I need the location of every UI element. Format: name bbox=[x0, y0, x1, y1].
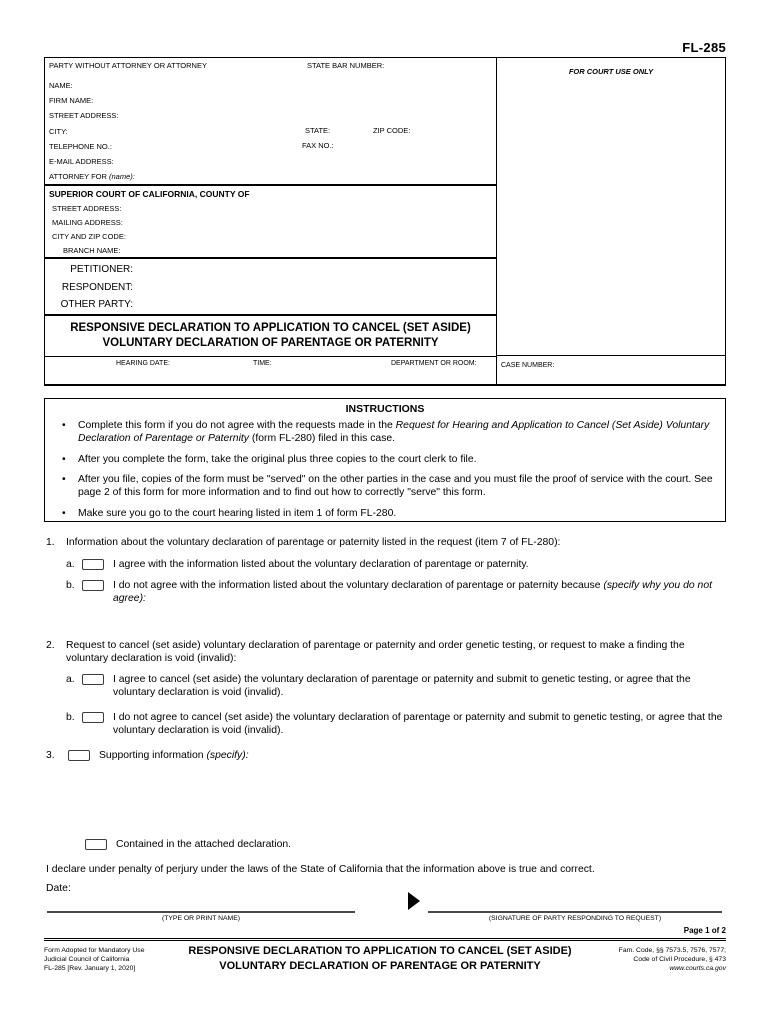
petitioner-row bbox=[45, 264, 496, 282]
bullet-icon: • bbox=[62, 507, 66, 519]
court-mailing-field[interactable] bbox=[125, 217, 155, 225]
respondent-row bbox=[45, 282, 496, 300]
attorney-for-name-label: (name): bbox=[109, 172, 135, 182]
time-label: TIME: bbox=[253, 360, 272, 367]
item-2-text: Request to cancel (set aside) voluntary declaration of parentage or paternity and order genetic testing, or request to make a finding the voluntary declaration is void (invalid): bbox=[66, 640, 685, 664]
instruction-bullet-4-text: Make sure you go to the court hearing listed in item 1 of form FL-280. bbox=[78, 507, 397, 519]
hearing-date-label: HEARING DATE: bbox=[116, 360, 170, 367]
checkbox-item-1b[interactable] bbox=[82, 580, 104, 591]
item-2b bbox=[66, 711, 726, 737]
form-title bbox=[45, 316, 496, 357]
court-branch-field[interactable] bbox=[123, 245, 153, 253]
signature-line[interactable] bbox=[428, 911, 722, 913]
court-city-zip-label: CITY AND ZIP CODE: bbox=[52, 232, 126, 241]
item-2b-text: I do not agree to cancel (set aside) the voluntary declaration of parentage or paternity and submit to genetic testing, or agree that the voluntary declaration is void (invalid). bbox=[113, 712, 723, 736]
footer-form-title bbox=[166, 944, 594, 974]
instruction-bullet-1 bbox=[57, 419, 713, 445]
court-city-zip-row bbox=[49, 231, 496, 245]
telephone-label: TELEPHONE NO.: bbox=[49, 141, 112, 151]
parties-section bbox=[45, 259, 496, 316]
court-street-label: STREET ADDRESS: bbox=[52, 204, 122, 213]
item-1-text: Information about the voluntary declaration of parentage or paternity listed in the request (item 7 of FL-280): bbox=[66, 537, 561, 548]
form-title-line2: VOLUNTARY DECLARATION OF PARENTAGE OR PATERNITY bbox=[102, 337, 439, 349]
item-1b-specify-area[interactable] bbox=[44, 605, 726, 639]
superior-court-label: SUPERIOR COURT OF CALIFORNIA, COUNTY OF bbox=[49, 189, 250, 199]
item-1b bbox=[66, 579, 726, 605]
footer bbox=[44, 944, 726, 974]
street-address-label: STREET ADDRESS: bbox=[49, 111, 119, 121]
item-1b-italic: (specify why you do not agree): bbox=[113, 580, 712, 604]
item-1a bbox=[66, 558, 726, 571]
item-3 bbox=[44, 749, 726, 762]
contained-declaration-row bbox=[83, 838, 726, 851]
court-street-row bbox=[49, 203, 496, 217]
fax-label: FAX NO.: bbox=[302, 140, 334, 150]
email-field[interactable] bbox=[116, 156, 146, 164]
checkbox-item-3[interactable] bbox=[68, 750, 90, 761]
perjury-statement: I declare under penalty of perjury under the laws of the State of California that the information above is true and correct. bbox=[46, 864, 595, 875]
bullet-1-pre: Complete this form if you do not agree with the requests made in the bbox=[78, 420, 396, 431]
superior-court-title bbox=[49, 189, 496, 199]
respondent-field[interactable] bbox=[133, 282, 163, 300]
city-row bbox=[49, 126, 496, 141]
type-print-name-label: (TYPE OR PRINT NAME) bbox=[161, 915, 241, 922]
respondent-label: RESPONDENT: bbox=[61, 281, 133, 293]
item-2a bbox=[66, 673, 726, 699]
date-row bbox=[46, 882, 726, 895]
zip-code-label: ZIP CODE: bbox=[373, 125, 411, 135]
footer-code-line1: Fam. Code, §§ 7573.5, 7576, 7577; bbox=[618, 947, 726, 954]
instruction-bullet-2 bbox=[57, 453, 713, 466]
item-3-number: 3. bbox=[46, 750, 55, 761]
firm-name-row bbox=[49, 95, 496, 110]
county-field[interactable] bbox=[252, 189, 282, 197]
court-street-field[interactable] bbox=[124, 203, 154, 211]
court-branch-label: BRANCH NAME: bbox=[63, 246, 121, 255]
court-city-zip-field[interactable] bbox=[128, 231, 158, 239]
instructions-title: INSTRUCTIONS bbox=[345, 403, 425, 415]
state-bar-label: STATE BAR NUMBER: bbox=[307, 61, 385, 70]
signature-arrow-icon bbox=[408, 892, 420, 910]
bullet-icon: • bbox=[62, 453, 66, 465]
item-3-pre: Supporting information bbox=[99, 750, 207, 761]
footer-title-line1: RESPONSIVE DECLARATION TO APPLICATION TO CANCEL (SET ASIDE) bbox=[188, 945, 572, 957]
name-label: NAME: bbox=[49, 81, 73, 90]
other-party-field[interactable] bbox=[133, 299, 163, 317]
footer-divider bbox=[44, 938, 726, 941]
header-right-column bbox=[497, 58, 725, 384]
bullet-1-post: (form FL-280) filed in this case. bbox=[248, 433, 396, 444]
footer-adopted-block bbox=[44, 944, 166, 974]
instruction-bullet-4 bbox=[57, 507, 713, 520]
header-left-column bbox=[45, 58, 497, 384]
date-label: Date: bbox=[46, 883, 71, 894]
item-1-number: 1. bbox=[46, 537, 55, 548]
petitioner-label: PETITIONER: bbox=[70, 264, 133, 275]
item-3-specify-area[interactable] bbox=[44, 762, 726, 838]
party-attorney-label: PARTY WITHOUT ATTORNEY OR ATTORNEY bbox=[49, 61, 207, 70]
department-label: DEPARTMENT OR ROOM: bbox=[391, 360, 477, 367]
item-1b-pre: I do not agree with the information listed about the voluntary declaration of parentage or paternity because bbox=[113, 580, 604, 591]
contained-declaration-text: Contained in the attached declaration. bbox=[116, 839, 292, 850]
street-address-field[interactable] bbox=[121, 110, 151, 118]
attorney-header-row bbox=[49, 61, 496, 80]
item-2-number: 2. bbox=[46, 640, 55, 651]
case-number-field[interactable] bbox=[556, 359, 586, 367]
bullet-icon: • bbox=[62, 420, 66, 431]
item-2b-letter: b. bbox=[66, 712, 75, 723]
instruction-bullet-3 bbox=[57, 473, 713, 499]
case-number-box bbox=[497, 355, 725, 384]
court-section bbox=[45, 186, 496, 259]
footer-website-link[interactable]: www.courts.ca.gov bbox=[669, 965, 726, 973]
form-items bbox=[44, 536, 726, 895]
checkbox-item-1a[interactable] bbox=[82, 559, 104, 570]
name-row bbox=[49, 80, 496, 95]
item-3-text bbox=[99, 749, 726, 762]
city-field[interactable] bbox=[70, 126, 100, 134]
bullet-icon: • bbox=[62, 474, 66, 485]
item-3-italic: (specify): bbox=[206, 750, 249, 761]
item-1a-letter: a. bbox=[66, 559, 75, 570]
item-1a-text: I agree with the information listed about the voluntary declaration of parentage or paternity. bbox=[113, 559, 529, 570]
attorney-for-field[interactable] bbox=[137, 171, 167, 179]
city-label: CITY: bbox=[49, 126, 68, 136]
court-mailing-row bbox=[49, 217, 496, 231]
date-field[interactable] bbox=[74, 883, 104, 891]
checkbox-item-2a[interactable] bbox=[82, 674, 104, 685]
petitioner-field[interactable] bbox=[133, 264, 163, 282]
attorney-for-row bbox=[49, 171, 496, 186]
bullet-1-italic: Request for Hearing and Application to Cancel (Set Aside) Voluntary Declaration of Parentage or Paternity bbox=[78, 420, 710, 444]
checkbox-item-2b[interactable] bbox=[82, 712, 104, 723]
street-address-row bbox=[49, 110, 496, 125]
email-label: E-MAIL ADDRESS: bbox=[49, 156, 114, 166]
item-1b-letter: b. bbox=[66, 580, 75, 591]
checkbox-contained-declaration[interactable] bbox=[85, 839, 107, 850]
other-party-row bbox=[45, 299, 496, 317]
instruction-bullet-3-text: After you file, copies of the form must be "served" on the other parties in the case and you must file the proof of service with the court. See page 2 of this form for more information and to find out how to correctly "serve" this form. bbox=[78, 474, 713, 498]
item-1 bbox=[44, 536, 726, 549]
item-1b-text bbox=[113, 579, 726, 605]
footer-adopted-line2: Judicial Council of California bbox=[44, 956, 130, 964]
footer-adopted-line3: FL-285 [Rev. January 1, 2020] bbox=[44, 965, 136, 973]
attorney-for-label: ATTORNEY FOR bbox=[49, 172, 110, 182]
court-use-only-label: FOR COURT USE ONLY bbox=[568, 67, 654, 76]
type-print-name-line[interactable] bbox=[47, 911, 355, 913]
hearing-row bbox=[45, 357, 496, 384]
court-branch-row bbox=[49, 245, 496, 259]
item-2a-text: I agree to cancel (set aside) the voluntary declaration of parentage or paternity and submit to genetic testing, or agree that the voluntary declaration is void (invalid). bbox=[113, 674, 691, 698]
footer-adopted-line1: Form Adopted for Mandatory Use bbox=[44, 947, 145, 954]
instruction-bullet-1-text bbox=[78, 419, 713, 445]
form-number: FL-285 bbox=[682, 40, 726, 55]
instruction-bullet-2-text: After you complete the form, take the original plus three copies to the court clerk to file. bbox=[78, 453, 477, 465]
item-2 bbox=[44, 639, 726, 665]
court-use-only-area bbox=[497, 58, 725, 355]
header-caption-box bbox=[44, 57, 726, 386]
instructions-box bbox=[44, 398, 726, 522]
footer-title-line2: VOLUNTARY DECLARATION OF PARENTAGE OR PATERNITY bbox=[219, 960, 541, 972]
court-mailing-label: MAILING ADDRESS: bbox=[52, 218, 123, 227]
footer-code-line2: Code of Civil Procedure, § 473 bbox=[633, 956, 726, 964]
footer-code-block bbox=[594, 944, 726, 974]
name-field[interactable] bbox=[75, 80, 105, 88]
attorney-section bbox=[45, 58, 496, 186]
firm-name-label: FIRM NAME: bbox=[49, 96, 94, 106]
telephone-field[interactable] bbox=[114, 141, 144, 149]
firm-name-field[interactable] bbox=[95, 95, 125, 103]
other-party-label: OTHER PARTY: bbox=[60, 299, 133, 310]
email-row bbox=[49, 156, 496, 171]
signature-party-label: (SIGNATURE OF PARTY RESPONDING TO REQUEST) bbox=[488, 915, 662, 922]
page-number: Page 1 of 2 bbox=[683, 926, 726, 935]
telephone-row bbox=[49, 141, 496, 156]
item-2a-letter: a. bbox=[66, 674, 75, 685]
state-label: STATE: bbox=[305, 125, 331, 135]
case-number-label: CASE NUMBER: bbox=[501, 362, 555, 369]
form-title-line1: RESPONSIVE DECLARATION TO APPLICATION TO CANCEL (SET ASIDE) bbox=[70, 322, 471, 334]
